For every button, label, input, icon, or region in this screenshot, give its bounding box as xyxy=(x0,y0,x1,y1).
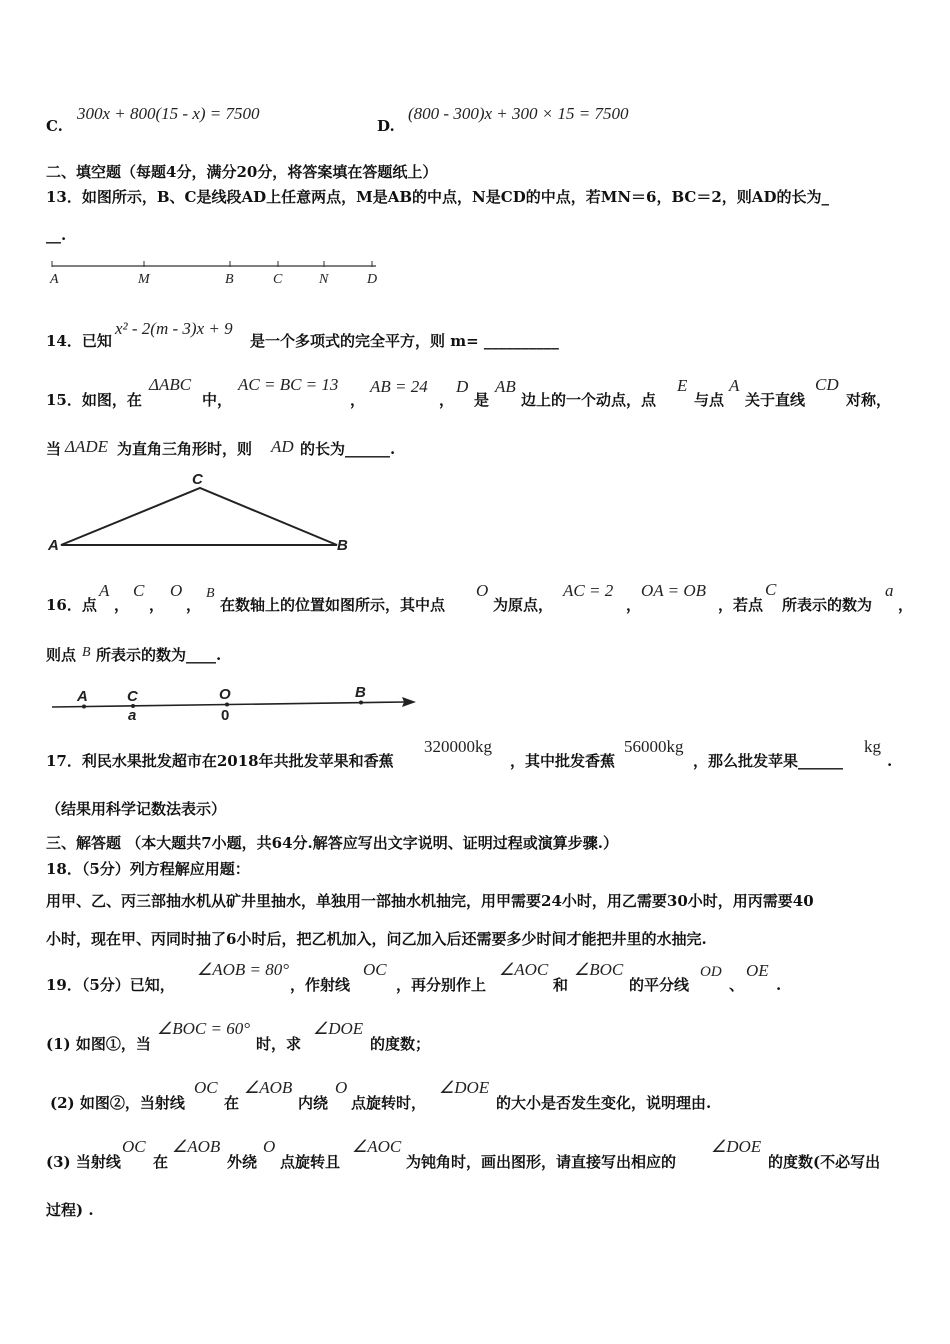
q19-math-aoc: ∠AOC xyxy=(499,960,549,979)
point-o-dot xyxy=(225,703,229,707)
q19-part3-g: 过程) . xyxy=(46,1201,94,1219)
q19-part3-math-aoc: ∠AOC xyxy=(352,1137,402,1156)
q19-text-1: 19．（5分）已知， xyxy=(46,976,175,994)
q15-label-c: C xyxy=(192,471,203,488)
q14-prefix: 14．已知 xyxy=(46,332,112,350)
q19-part3-e: 为钝角时，画出图形，请直接写出相应的 xyxy=(406,1153,677,1171)
q17-math-1: 320000kg xyxy=(424,737,492,756)
q17-text-2: ，其中批发香蕉 xyxy=(510,752,616,770)
q19-part3-f: 的度数(不必写出 xyxy=(768,1153,881,1171)
q15-text-9: 对称， xyxy=(846,391,892,409)
q16-text-3: 为原点， xyxy=(493,596,554,614)
q16-axis-label-o: O xyxy=(219,686,231,703)
q19-text-4: 和 xyxy=(553,976,569,994)
q19-part1-math-doe: ∠DOE xyxy=(313,1019,364,1038)
q16-math-c2: C xyxy=(765,580,777,599)
q16-math-ac: AC = 2 xyxy=(563,581,614,600)
q19-part1-a: (1) 如图①，当 xyxy=(46,1035,151,1053)
q16-math-a: A xyxy=(99,581,110,600)
q16-text-4: ， xyxy=(626,596,642,614)
q15-line2-math-1: ΔADE xyxy=(65,437,109,456)
q16-math-c: C xyxy=(133,581,145,600)
q19-part1-math-boc: ∠BOC = 60° xyxy=(157,1019,251,1038)
q16-axis-label-a: A xyxy=(77,688,88,705)
q13-label-b: B xyxy=(225,272,234,287)
q15-math-3: AB = 24 xyxy=(370,377,428,396)
q19-part3-math-doe: ∠DOE xyxy=(711,1137,762,1156)
q13-label-n: N xyxy=(319,272,329,287)
q19-text-3: ，再分别作上 xyxy=(396,976,487,994)
q17-text-3: ，那么批发苹果______ xyxy=(693,752,844,770)
q15-text-7: 与点 xyxy=(694,391,725,409)
q15-text-5: 是 xyxy=(474,391,490,409)
q16-math-o: O xyxy=(170,581,183,600)
q19-part3-a: (3) 当射线 xyxy=(46,1153,121,1171)
q18-line1: 用甲、乙、丙三部抽水机从矿井里抽水，单独用一部抽水机抽完，用甲需要24小时，用乙需要30小时，用丙需要40 xyxy=(46,892,814,910)
q15-math-7: A xyxy=(729,376,740,395)
q16-sep-2: ， xyxy=(149,596,165,614)
q16-axis-value-a: a xyxy=(128,707,137,724)
q19-part2-e: 的大小是否发生变化，说明理由. xyxy=(496,1094,712,1112)
q13-label-m: M xyxy=(138,272,150,287)
option-c-expression: 300x + 800(15 - x) = 7500 xyxy=(77,104,260,123)
q16-text-2: 在数轴上的位置如图所示，其中点 xyxy=(220,596,446,614)
q16-sep-1: ， xyxy=(114,596,130,614)
q13-label-d: D xyxy=(367,272,378,287)
option-c-label: C. xyxy=(46,117,63,135)
q13-text-line1: 13．如图所示，B、C是线段AD上任意两点，M是AB的中点，N是CD的中点，若MN＝6，BC＝2，则AD的长为_ xyxy=(46,188,829,206)
point-b-dot xyxy=(359,701,363,705)
q18-line2: 小时，现在甲、丙同时抽了6小时后，把乙机加入，问乙加入后还需要多少时间才能把井里的水抽完. xyxy=(46,930,707,948)
section3-heading: 三、解答题 （本大题共7小题，共64分.解答应写出文字说明、证明过程或演算步骤.） xyxy=(46,834,618,852)
q17-math-2: 56000kg xyxy=(624,737,684,756)
q15-math-1: ΔABC xyxy=(149,375,192,394)
q16-sep-3: ， xyxy=(186,596,202,614)
q15-text-3: ， xyxy=(350,391,366,409)
q15-text-6: 边上的一个动点，点 xyxy=(521,391,657,409)
q19-math-oe: OE xyxy=(746,961,769,980)
q19-part1-b: 时，求 xyxy=(256,1035,302,1053)
q19-part3-b: 在 xyxy=(153,1153,169,1171)
q19-text-2: ，作射线 xyxy=(290,976,351,994)
q19-part3-d: 点旋转且 xyxy=(280,1153,341,1171)
q17-note: （结果用科学记数法表示） xyxy=(46,800,227,818)
q17-math-3: kg xyxy=(864,737,881,756)
q15-line2-a: 当 xyxy=(46,440,62,458)
q15-line2-b: 为直角三角形时，则 xyxy=(117,440,253,458)
q16-text-5: ，若点 xyxy=(718,596,764,614)
q16-text-7: ， xyxy=(898,596,914,614)
option-d-label: D. xyxy=(377,117,395,135)
section2-heading: 二、填空题（每题4分，满分20分，将答案填在答题纸上） xyxy=(46,163,438,181)
q15-text-1: 15．如图，在 xyxy=(46,391,142,409)
q19-text-5: 的平分线 xyxy=(629,976,690,994)
q19-part1-c: 的度数； xyxy=(370,1035,431,1053)
q19-text-7: . xyxy=(776,976,782,994)
q19-part2-b: 在 xyxy=(224,1094,240,1112)
q19-part2-d: 点旋转时， xyxy=(351,1094,427,1112)
q16-line2-a: 则点 xyxy=(46,646,77,664)
q19-part2-math-aob: ∠AOB xyxy=(244,1078,293,1097)
q15-math-4: D xyxy=(456,377,469,396)
q19-math-aob: ∠AOB = 80° xyxy=(197,960,290,979)
q19-part2-math-doe: ∠DOE xyxy=(439,1078,490,1097)
q16-line2-math: B xyxy=(82,645,91,660)
q16-axis-label-b: B xyxy=(355,684,366,701)
q16-text-1: 16．点 xyxy=(46,596,97,614)
q15-line2-c: 的长为______. xyxy=(300,440,396,458)
q16-math-oaob: OA = OB xyxy=(641,581,706,600)
q15-label-a: A xyxy=(48,537,59,554)
q19-part3-math-aob: ∠AOB xyxy=(172,1137,221,1156)
q19-part3-c: 外绕 xyxy=(227,1153,258,1171)
q15-text-2: 中， xyxy=(202,391,233,409)
option-d-expression: (800 - 300)x + 300 × 15 = 7500 xyxy=(408,104,629,123)
q19-part2-math-o: O xyxy=(335,1078,348,1097)
point-a-dot xyxy=(82,705,86,709)
q15-math-2: AC = BC = 13 xyxy=(238,375,339,394)
q16-math-b: B xyxy=(206,586,215,601)
q19-text-6: 、 xyxy=(729,976,745,994)
q19-math-boc: ∠BOC xyxy=(574,960,624,979)
q15-line2-math-2: AD xyxy=(271,437,294,456)
q13-label-c: C xyxy=(273,272,283,287)
q16-axis-label-c: C xyxy=(127,688,138,705)
q18-title: 18．（5分）列方程解应用题： xyxy=(46,860,250,878)
q13-text-line2: __. xyxy=(46,226,67,244)
q16-math-o2: O xyxy=(476,581,489,600)
q16-math-a2: a xyxy=(885,581,894,600)
q15-label-b: B xyxy=(337,537,348,554)
q15-math-5: AB xyxy=(495,377,516,396)
q13-label-a: A xyxy=(50,272,59,287)
q19-part2-math-oc: OC xyxy=(194,1078,218,1097)
q15-math-6: E xyxy=(677,376,688,395)
q14-suffix: 是一个多项式的完全平方，则 m= __________ xyxy=(250,332,559,350)
triangle-abc xyxy=(61,488,337,545)
q19-math-oc: OC xyxy=(363,960,387,979)
axis-arrow xyxy=(402,697,416,707)
q15-text-4: ， xyxy=(439,391,455,409)
q19-part3-math-oc: OC xyxy=(122,1137,146,1156)
q19-part2-c: 内绕 xyxy=(298,1094,329,1112)
q15-triangle-figure xyxy=(55,483,345,553)
q19-part2-a: (2) 如图②，当射线 xyxy=(50,1094,185,1112)
q17-text-4: . xyxy=(887,752,893,770)
q16-axis-value-0: 0 xyxy=(221,707,230,724)
q15-text-8: 关于直线 xyxy=(745,391,806,409)
q19-part3-math-o: O xyxy=(263,1137,276,1156)
q13-segment-figure xyxy=(48,258,388,292)
q16-line2-b: 所表示的数为____. xyxy=(96,646,222,664)
q14-expression: x² - 2(m - 3)x + 9 xyxy=(115,319,233,338)
q19-math-od: OD xyxy=(700,964,722,980)
q16-text-6: 所表示的数为 xyxy=(782,596,873,614)
q15-math-8: CD xyxy=(815,375,839,394)
q17-text-1: 17．利民水果批发超市在2018年共批发苹果和香蕉 xyxy=(46,752,394,770)
